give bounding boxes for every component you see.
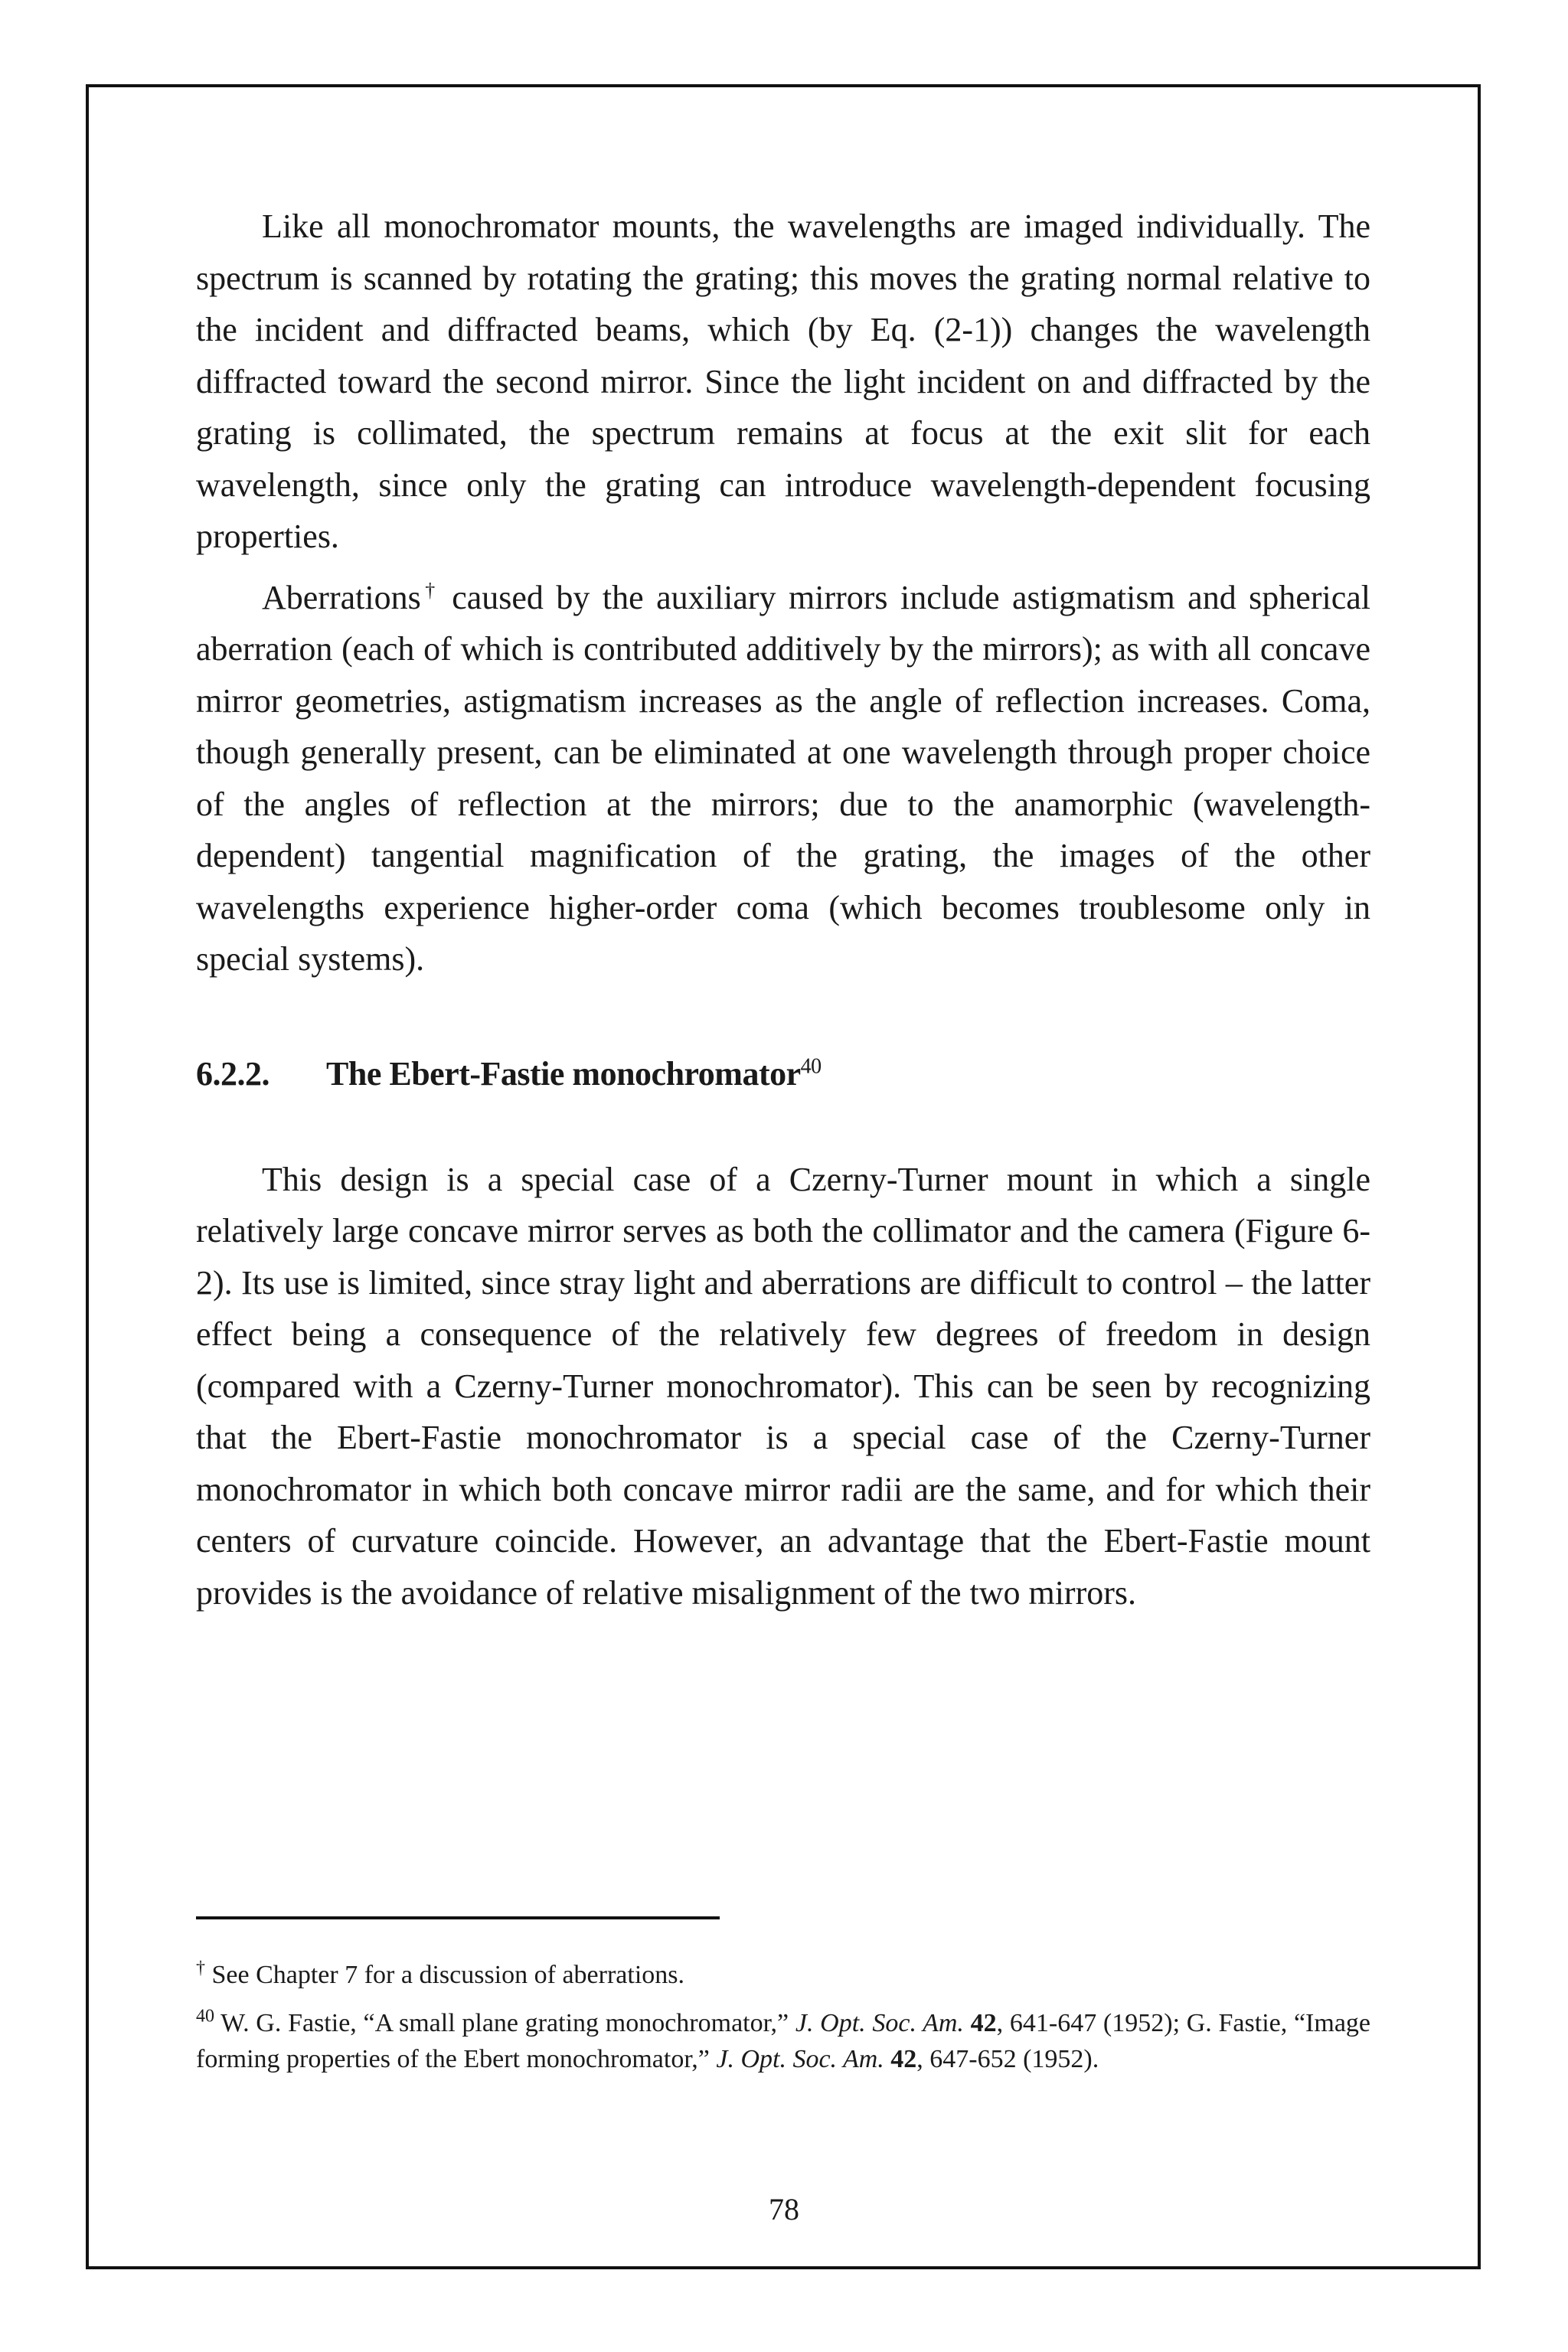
footnote-40-text-a: W. G. Fastie, “A small plane grating monochromator,” bbox=[214, 2009, 795, 2037]
section-title: The Ebert-Fastie monochromator bbox=[326, 1054, 801, 1093]
footnote-separator bbox=[196, 1916, 720, 1919]
footnote-dagger-text: See Chapter 7 for a discussion of aberrations. bbox=[205, 1961, 684, 1989]
footnote-40 bbox=[196, 2005, 1370, 2077]
section-heading bbox=[196, 1050, 1370, 1099]
paragraph-2 bbox=[196, 572, 1370, 985]
section-footnote-ref[interactable]: 40 bbox=[800, 1054, 822, 1078]
footnote-40-journal-a: J. Opt. Soc. Am. bbox=[795, 2009, 964, 2037]
footnote-40-space-b bbox=[884, 2045, 891, 2073]
page-number: 78 bbox=[769, 2192, 799, 2226]
footnote-dagger bbox=[196, 1957, 1370, 1993]
footnote-40-marker: 40 bbox=[196, 2006, 214, 2027]
paragraph-2-start: Aberrations bbox=[262, 578, 421, 616]
paragraph-1: Like all monochromator mounts, the wavelengths are imaged individually. The spectrum is scanned by rotating the grating; this moves the grating normal relative to the incident and diffracted beams, which (by Eq. (2-1)) changes the wavelength diffracted toward the second mirror. Since the light incident on and diffracted by the grating is collimated, the spectrum remains at focus at the exit slit for each wavelength, since only the grating can introduce wavelength-dependent focusing properties. bbox=[196, 207, 1370, 555]
footnote-40-space-a bbox=[964, 2009, 971, 2037]
footnote-40-text-c: , 647-652 (1952). bbox=[916, 2045, 1099, 2073]
footnote-40-journal-b: J. Opt. Soc. Am. bbox=[716, 2045, 884, 2073]
section-number: 6.2.2. bbox=[196, 1054, 270, 1093]
paragraph-3: This design is a special case of a Czerny-Turner mount in which a single relatively large concave mirror serves as both the collimator and the camera (Figure 6-2). Its use is limited, since stray light and aberrations are difficult to control – the latter effect being a consequence of the relatively few degrees of freedom in design (compared with a Czerny-Turner monochromator). This can be seen by recognizing that the Ebert-Fastie monochromator is a special case of the Czerny-Turner monochromator in which both concave mirror radii are the same, and for which their centers of curvature coincide. However, an advantage that the Ebert-Fastie mount provides is the avoidance of relative misalignment of the two mirrors. bbox=[196, 1160, 1370, 1612]
footnote-40-volume-a: 42 bbox=[970, 2009, 997, 2037]
footnote-40-volume-b: 42 bbox=[890, 2045, 917, 2073]
footnotes bbox=[196, 1957, 1370, 2077]
paragraph-2-rest: caused by the auxiliary mirrors include astigmatism and spherical aberration (each of which is contributed additively by the mirrors); as with all concave mirror geometries, astigmatism increases as the angle of reflection increases. Coma, though generally present, can be eliminated at one wavelength through proper choice of the angles of reflection at the mirrors; due to the anamorphic (wavelength-dependent) tangential magnification of the grating, the images of the other wavelengths experience higher-order coma (which becomes troublesome only in special systems). bbox=[196, 578, 1370, 978]
dagger-footnote-marker[interactable]: † bbox=[420, 578, 439, 601]
footnote-dagger-marker: † bbox=[196, 1958, 205, 1978]
body-text bbox=[196, 201, 1370, 1619]
footnote-40-text-b: , 641-647 (1952); G. Fastie, “Image forming properties of the Ebert monochromator,” bbox=[196, 2009, 1371, 2073]
